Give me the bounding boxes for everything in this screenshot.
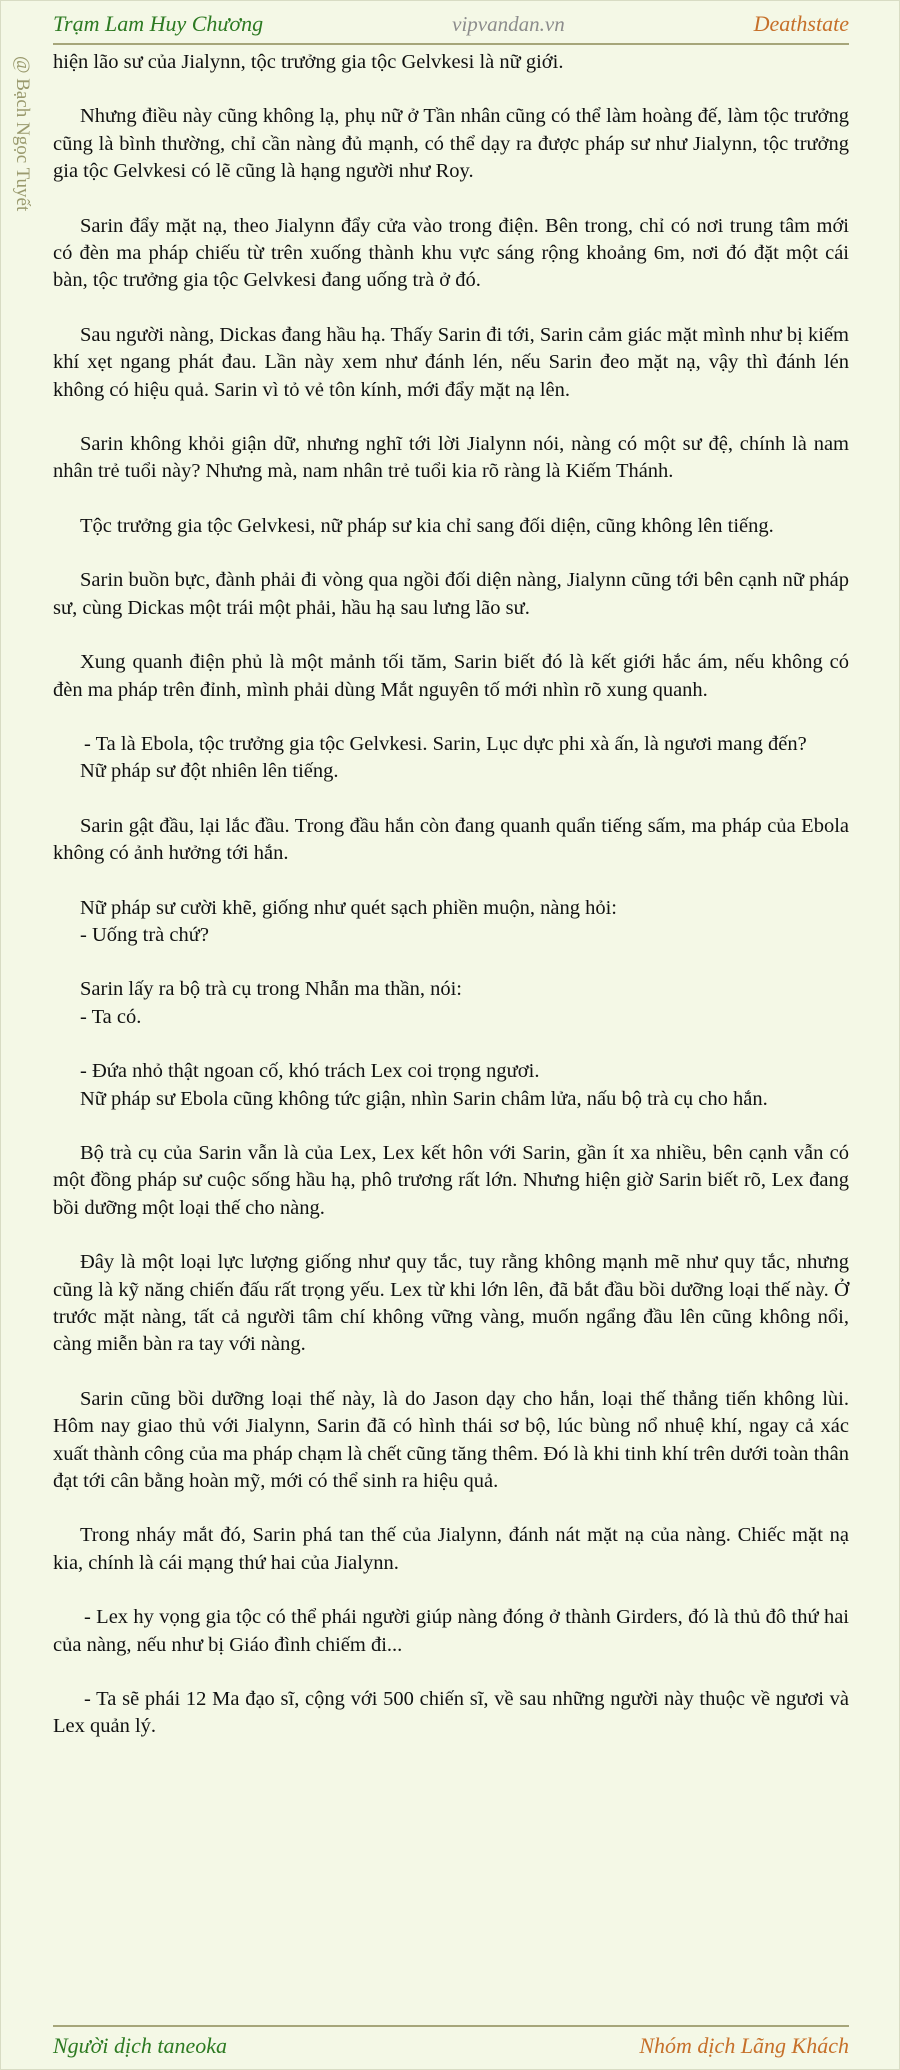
paragraph: Sau người nàng, Dickas đang hầu hạ. Thấy Sarin đi tới, Sarin cảm giác mặt mình như bị kiếm khí xẹt ngang phát đau. Lần này xem như đánh lén, nếu Sarin đeo mặt nạ, vậy thì đánh lén không có hiệu quả. Sarin vì tỏ vẻ tôn kính, mới đẩy mặt nạ lên. [53,323,849,401]
paragraph: Sarin đẩy mặt nạ, theo Jialynn đẩy cửa vào trong điện. Bên trong, chỉ có nơi trung tâm mới có đèn ma pháp chiếu từ trên xuống thành khu vực sáng rộng khoảng 6m, nơi đó đặt một cái bàn, tộc trưởng gia tộc Gelvkesi đang uống trà ở đó. [53,214,849,292]
paragraph: Xung quanh điện phủ là một mảnh tối tăm, Sarin biết đó là kết giới hắc ám, nếu không có đèn ma pháp trên đỉnh, mình phải dùng Mắt nguyên tố mới nhìn rõ xung quanh. [53,651,849,701]
header-story-title: Deathstate [753,11,849,36]
dialogue-line: - Ta là Ebola, tộc trưởng gia tộc Gelvkesi. Sarin, Lục dực phi xà ấn, là ngươi mang đến? [84,732,807,755]
paragraph: Đây là một loại lực lượng giống như quy tắc, tuy rằng không mạnh mẽ như quy tắc, nhưng cũng là kỹ năng chiến đấu rất trọng yếu. Lex từ khi lớn lên, đã bắt đầu bồi dưỡng loại thế này. Ở trước mặt nàng, tất cả người tâm chí không vững vàng, muốn ngẩng đầu lên cũng không nổi, càng miễn bàn ra tay với nàng. [53,1251,849,1356]
paragraph: Sarin buồn bực, đành phải đi vòng qua ngồi đối diện nàng, Jialynn cũng tới bên cạnh nữ pháp sư, cùng Dickas một trái một phải, hầu hạ sau lưng lão sư. [53,569,849,619]
page-footer [53,2025,849,2065]
header-website-url: vipvandan.vn [452,11,565,36]
paragraph: Nhưng điều này cũng không lạ, phụ nữ ở Tần nhân cũng có thể làm hoàng đế, làm tộc trưởng cũng là bình thường, chỉ cần nàng đủ mạnh, có thể dạy ra được pháp sư như Jialynn, tộc trưởng gia tộc Gelvkesi có lẽ cũng là hạng người như Roy. [53,105,849,183]
dialogue-line: - Lex hy vọng gia tộc có thể phái người giúp nàng đóng ở thành Girders, đó là thủ đô thứ hai của nàng, nếu như bị Giáo đình chiếm đi... [53,1606,849,1656]
dialogue-line: - Đứa nhỏ thật ngoan cố, khó trách Lex coi trọng ngươi. [80,1060,540,1083]
header-site-name: Trạm Lam Huy Chương [53,11,264,36]
paragraph: Sarin không khỏi giận dữ, nhưng nghĩ tới lời Jialynn nói, nàng có một sư đệ, chính là nam nhân trẻ tuổi này? Nhưng mà, nam nhân trẻ tuổi kia rõ ràng là Kiếm Thánh. [53,433,849,483]
dialogue-line: - Uống trà chứ? [80,923,209,946]
dialogue-line: - Ta sẽ phái 12 Ma đạo sĩ, cộng với 500 chiến sĩ, về sau những người này thuộc về ngươi và Lex quản lý. [53,1688,849,1738]
paragraph: Sarin gật đầu, lại lắc đầu. Trong đầu hắn còn đang quanh quẩn tiếng sấm, ma pháp của Ebola không có ảnh hưởng tới hắn. [53,814,849,865]
paragraph: Sarin lấy ra bộ trà cụ trong Nhẫn ma thần, nói: [80,978,462,1001]
dialogue-line: - Ta có. [80,1005,142,1028]
side-author-label: @ Bạch Ngọc Tuyết [12,56,33,212]
paragraph: Nữ pháp sư cười khẽ, giống như quét sạch phiền muộn, nàng hỏi: [80,896,617,919]
paragraph: Nữ pháp sư đột nhiên lên tiếng. [80,760,339,783]
footer-translator: Người dịch taneoka [53,2033,228,2058]
paragraph: Bộ trà cụ của Sarin vẫn là của Lex, Lex kết hôn với Sarin, gần ít xa nhiều, bên cạnh vẫn có một đồng pháp sư cuộc sống hầu hạ, phô trương rất lớn. Nhưng hiện giờ Sarin biết rõ, Lex đang bồi dưỡng một loại thế cho nàng. [53,1141,849,1219]
paragraph: Nữ pháp sư Ebola cũng không tức giận, nhìn Sarin châm lửa, nấu bộ trà cụ cho hắn. [80,1087,768,1110]
page-header [53,5,849,45]
side-label [11,56,41,266]
chapter-text [53,49,849,1768]
footer-translation-group: Nhóm dịch Lãng Khách [639,2033,849,2058]
paragraph: Tộc trưởng gia tộc Gelvkesi, nữ pháp sư kia chỉ sang đối diện, cũng không lên tiếng. [80,514,774,537]
paragraph: Sarin cũng bồi dưỡng loại thế này, là do Jason dạy cho hắn, loại thế thẳng tiến không lùi. Hôm nay giao thủ với Jialynn, Sarin đã có hình thái sơ bộ, lúc bùng nổ nhuệ khí, ngay cả xác xuất thành công của ma pháp chạm là chết cũng tăng thêm. Đó là khi tinh khí trên dưới toàn thân đạt tới cân bằng hoàn mỹ, mới có thể sinh ra hiệu quả. [53,1387,849,1493]
paragraph: hiện lão sư của Jialynn, tộc trưởng gia tộc Gelvkesi là nữ giới. [53,51,564,73]
paragraph: Trong nháy mắt đó, Sarin phá tan thế của Jialynn, đánh nát mặt nạ của nàng. Chiếc mặt nạ kia, chính là cái mạng thứ hai của Jialynn. [53,1524,849,1574]
